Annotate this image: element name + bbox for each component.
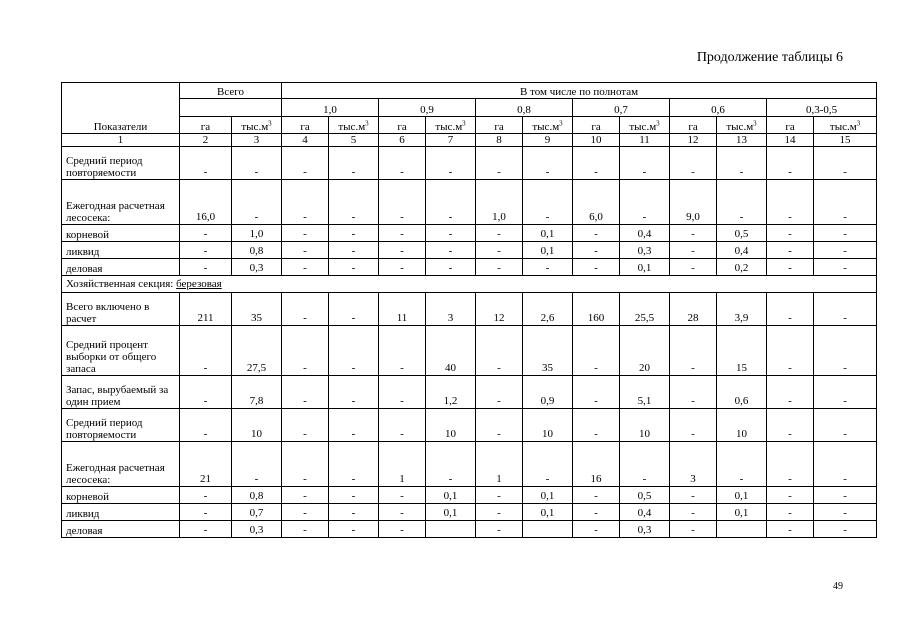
- table-cell: 0,5: [620, 487, 670, 504]
- table-cell: -: [329, 376, 379, 409]
- unit-ha: га: [180, 117, 232, 134]
- table-cell: -: [767, 487, 814, 504]
- table-cell: -: [476, 259, 523, 276]
- table-cell: -: [476, 504, 523, 521]
- row-label: корневой: [62, 487, 180, 504]
- table-cell: -: [329, 259, 379, 276]
- column-number: 3: [232, 134, 282, 147]
- row-label: Всего включено в расчет: [62, 293, 180, 326]
- table-cell: -: [180, 504, 232, 521]
- table-cell: -: [476, 376, 523, 409]
- table-cell: 3: [426, 293, 476, 326]
- table-cell: 0,3: [620, 242, 670, 259]
- unit-volume: [329, 117, 379, 134]
- unit-volume: [814, 117, 877, 134]
- table-cell: -: [767, 409, 814, 442]
- table-cell: 35: [232, 293, 282, 326]
- table-cell: -: [329, 442, 379, 487]
- row-label: Средний период повторяемости: [62, 147, 180, 180]
- table-cell: -: [329, 409, 379, 442]
- table-cell: 0,9: [523, 376, 573, 409]
- section-row: [62, 276, 877, 293]
- unit-volume-sup: 3: [856, 119, 861, 128]
- table-cell: 1: [476, 442, 523, 487]
- table-cell: [523, 521, 573, 538]
- table-row: [62, 225, 877, 242]
- table-cell: -: [670, 376, 717, 409]
- table-row: [62, 147, 877, 180]
- table-cell: -: [767, 376, 814, 409]
- table-cell: 0,1: [620, 259, 670, 276]
- table-cell: -: [329, 242, 379, 259]
- header-density: 1,0: [282, 99, 379, 117]
- unit-volume-label: тыс.м: [629, 121, 657, 133]
- section-title: [62, 276, 877, 293]
- table-cell: 3,9: [717, 293, 767, 326]
- unit-volume-sup: 3: [268, 119, 272, 128]
- table-cell: 16,0: [180, 180, 232, 225]
- table-cell: 0,4: [717, 242, 767, 259]
- header-indicators: Показатели: [62, 83, 180, 134]
- row-label: Ежегодная расчетная лесосека:: [62, 180, 180, 225]
- row-label: Запас, вырубаемый за один прием: [62, 376, 180, 409]
- table-cell: -: [767, 521, 814, 538]
- table-cell: -: [180, 242, 232, 259]
- table-cell: -: [329, 504, 379, 521]
- unit-ha: га: [573, 117, 620, 134]
- table-cell: -: [476, 487, 523, 504]
- table-cell: 6,0: [573, 180, 620, 225]
- table-cell: 0,1: [717, 504, 767, 521]
- table-cell: 2,6: [523, 293, 573, 326]
- table-cell: -: [232, 147, 282, 180]
- unit-volume-label: тыс.м: [726, 121, 754, 133]
- table-cell: -: [282, 504, 329, 521]
- table-cell: -: [426, 180, 476, 225]
- table-cell: 160: [573, 293, 620, 326]
- unit-ha: га: [282, 117, 329, 134]
- column-number: 10: [573, 134, 620, 147]
- table-cell: 0,8: [232, 487, 282, 504]
- table-cell: -: [670, 409, 717, 442]
- header-column-numbers: [62, 134, 877, 147]
- table-cell: -: [426, 442, 476, 487]
- table-cell: 10: [717, 409, 767, 442]
- table-cell: -: [379, 376, 426, 409]
- table-row: [62, 293, 877, 326]
- table-cell: -: [379, 504, 426, 521]
- table-cell: -: [379, 225, 426, 242]
- table-cell: -: [282, 376, 329, 409]
- table-cell: -: [620, 147, 670, 180]
- table-cell: -: [282, 225, 329, 242]
- table-row: [62, 376, 877, 409]
- unit-volume-sup: 3: [365, 119, 369, 128]
- table-cell: -: [180, 487, 232, 504]
- table-cell: -: [329, 326, 379, 376]
- row-label: деловая: [62, 259, 180, 276]
- unit-volume: [426, 117, 476, 134]
- unit-volume-sup: 3: [559, 119, 563, 128]
- table-cell: -: [282, 242, 329, 259]
- table-row: [62, 326, 877, 376]
- table-cell: 0,1: [426, 487, 476, 504]
- table-cell: -: [573, 487, 620, 504]
- header-density-row: [62, 99, 877, 117]
- table-cell: -: [379, 521, 426, 538]
- unit-volume-sup: 3: [753, 119, 757, 128]
- header-density: 0,3-0,5: [767, 99, 877, 117]
- table-cell: -: [426, 242, 476, 259]
- table-cell: 7,8: [232, 376, 282, 409]
- header-total: Всего: [180, 83, 282, 99]
- column-number: 6: [379, 134, 426, 147]
- table-row: [62, 180, 877, 225]
- table-cell: -: [282, 180, 329, 225]
- table-cell: 25,5: [620, 293, 670, 326]
- table-cell: -: [670, 487, 717, 504]
- table-cell: -: [767, 180, 814, 225]
- table-cell: -: [814, 326, 877, 376]
- table-cell: -: [767, 293, 814, 326]
- row-label: корневой: [62, 225, 180, 242]
- table-cell: 0,1: [523, 487, 573, 504]
- column-number: 4: [282, 134, 329, 147]
- table-cell: -: [379, 180, 426, 225]
- table-row: [62, 242, 877, 259]
- table-cell: -: [282, 293, 329, 326]
- table-cell: 0,1: [717, 487, 767, 504]
- table-cell: 1,0: [232, 225, 282, 242]
- table-cell: -: [573, 242, 620, 259]
- table-cell: 21: [180, 442, 232, 487]
- table-cell: -: [379, 259, 426, 276]
- table-cell: 10: [523, 409, 573, 442]
- table-cell: 40: [426, 326, 476, 376]
- row-label: ликвид: [62, 504, 180, 521]
- table-cell: -: [282, 409, 329, 442]
- table-cell: -: [767, 442, 814, 487]
- table-cell: 0,7: [232, 504, 282, 521]
- table-cell: 1: [379, 442, 426, 487]
- table-cell: -: [573, 504, 620, 521]
- row-label: деловая: [62, 521, 180, 538]
- table-cell: -: [767, 504, 814, 521]
- table-cell: -: [476, 225, 523, 242]
- unit-volume: [717, 117, 767, 134]
- table-cell: 28: [670, 293, 717, 326]
- table-cell: -: [180, 326, 232, 376]
- table-cell: -: [767, 225, 814, 242]
- table-row: [62, 504, 877, 521]
- row-label: Средний процент выборки от общего запаса: [62, 326, 180, 376]
- table-cell: -: [523, 442, 573, 487]
- table-cell: -: [620, 442, 670, 487]
- table-cell: -: [523, 259, 573, 276]
- table-cell: -: [282, 259, 329, 276]
- table-cell: 0,6: [717, 376, 767, 409]
- table-cell: 20: [620, 326, 670, 376]
- table-row: [62, 259, 877, 276]
- table-cell: 3: [670, 442, 717, 487]
- table-cell: 35: [523, 326, 573, 376]
- table-cell: 0,1: [426, 504, 476, 521]
- table-cell: 10: [426, 409, 476, 442]
- table-row: [62, 521, 877, 538]
- table-row: [62, 442, 877, 487]
- table-cell: 0,4: [620, 504, 670, 521]
- table-cell: [426, 521, 476, 538]
- column-number: 15: [814, 134, 877, 147]
- unit-volume-label: тыс.м: [338, 121, 366, 133]
- table-cell: -: [476, 409, 523, 442]
- table-cell: -: [476, 147, 523, 180]
- table-row: [62, 487, 877, 504]
- unit-volume: [523, 117, 573, 134]
- table-cell: -: [573, 409, 620, 442]
- table-cell: -: [620, 180, 670, 225]
- column-number: 7: [426, 134, 476, 147]
- header-density: 0,9: [379, 99, 476, 117]
- table-cell: -: [814, 504, 877, 521]
- table-cell: -: [426, 259, 476, 276]
- table-cell: -: [232, 180, 282, 225]
- table-cell: -: [379, 487, 426, 504]
- unit-ha: га: [476, 117, 523, 134]
- table-cell: -: [670, 242, 717, 259]
- table-cell: -: [573, 521, 620, 538]
- table-cell: 0,4: [620, 225, 670, 242]
- table-cell: -: [767, 147, 814, 180]
- table-cell: -: [767, 259, 814, 276]
- table-cell: -: [329, 180, 379, 225]
- table-cell: -: [814, 293, 877, 326]
- table-cell: 1,2: [426, 376, 476, 409]
- table-cell: 15: [717, 326, 767, 376]
- unit-volume-label: тыс.м: [829, 121, 857, 133]
- table-cell: -: [426, 147, 476, 180]
- table-cell: -: [282, 442, 329, 487]
- header-units-row: [62, 117, 877, 134]
- data-table: [61, 82, 877, 538]
- table-cell: -: [476, 242, 523, 259]
- table-cell: -: [814, 225, 877, 242]
- table-cell: 9,0: [670, 180, 717, 225]
- table-cell: -: [282, 521, 329, 538]
- column-number: 12: [670, 134, 717, 147]
- table-row: [62, 409, 877, 442]
- table-cell: -: [379, 326, 426, 376]
- table-cell: -: [814, 487, 877, 504]
- table-cell: -: [180, 521, 232, 538]
- table-cell: -: [180, 147, 232, 180]
- column-number: 5: [329, 134, 379, 147]
- table-cell: -: [232, 442, 282, 487]
- column-number: 1: [62, 134, 180, 147]
- table-cell: -: [814, 376, 877, 409]
- table-cell: -: [670, 521, 717, 538]
- table-cell: -: [573, 326, 620, 376]
- table-cell: -: [573, 147, 620, 180]
- header-density: 0,7: [573, 99, 670, 117]
- table-cell: 0,5: [717, 225, 767, 242]
- table-cell: 10: [620, 409, 670, 442]
- column-number: 2: [180, 134, 232, 147]
- table-caption: Продолжение таблицы 6: [696, 50, 843, 65]
- table-cell: 0,8: [232, 242, 282, 259]
- table-cell: -: [329, 487, 379, 504]
- table-cell: -: [670, 504, 717, 521]
- table-cell: -: [379, 242, 426, 259]
- table-cell: -: [814, 442, 877, 487]
- section-prefix: Хозяйственная секция:: [66, 278, 177, 290]
- table-cell: 0,1: [523, 504, 573, 521]
- row-label: Ежегодная расчетная лесосека:: [62, 442, 180, 487]
- table-cell: -: [180, 376, 232, 409]
- unit-volume: [620, 117, 670, 134]
- table-cell: 0,3: [620, 521, 670, 538]
- table-cell: -: [282, 326, 329, 376]
- section-name: березовая: [176, 278, 222, 290]
- table-cell: -: [523, 147, 573, 180]
- table-cell: -: [523, 180, 573, 225]
- table-cell: -: [282, 487, 329, 504]
- table-cell: -: [717, 147, 767, 180]
- table-cell: 0,2: [717, 259, 767, 276]
- column-number: 11: [620, 134, 670, 147]
- table-cell: -: [180, 409, 232, 442]
- table-cell: 16: [573, 442, 620, 487]
- page-number: 49: [833, 581, 843, 592]
- table-cell: -: [670, 326, 717, 376]
- table-cell: -: [814, 409, 877, 442]
- header-density: 0,6: [670, 99, 767, 117]
- unit-volume-label: тыс.м: [532, 121, 560, 133]
- table-cell: 0,3: [232, 521, 282, 538]
- table-cell: -: [476, 521, 523, 538]
- table-cell: -: [329, 293, 379, 326]
- table-cell: -: [814, 259, 877, 276]
- table-body: [62, 147, 877, 538]
- column-number: 13: [717, 134, 767, 147]
- table-cell: -: [180, 259, 232, 276]
- unit-volume: [232, 117, 282, 134]
- table-cell: -: [379, 409, 426, 442]
- table-cell: -: [717, 442, 767, 487]
- table-cell: [717, 521, 767, 538]
- table-cell: 11: [379, 293, 426, 326]
- unit-volume-label: тыс.м: [241, 121, 269, 133]
- table-cell: 0,1: [523, 225, 573, 242]
- table-cell: -: [282, 147, 329, 180]
- column-number: 9: [523, 134, 573, 147]
- header-by-density: В том числе по полнотам: [282, 83, 877, 99]
- table-cell: 1,0: [476, 180, 523, 225]
- table-cell: -: [180, 225, 232, 242]
- table-cell: -: [717, 180, 767, 225]
- table-cell: 5,1: [620, 376, 670, 409]
- header-total-spacer: [180, 99, 282, 117]
- table-cell: 211: [180, 293, 232, 326]
- table-cell: -: [329, 521, 379, 538]
- table-cell: -: [573, 376, 620, 409]
- table-cell: -: [814, 180, 877, 225]
- column-number: 8: [476, 134, 523, 147]
- unit-volume-sup: 3: [656, 119, 660, 128]
- row-label: ликвид: [62, 242, 180, 259]
- table-cell: 10: [232, 409, 282, 442]
- table-cell: -: [379, 147, 426, 180]
- column-number: 14: [767, 134, 814, 147]
- table-cell: -: [329, 225, 379, 242]
- table-cell: -: [329, 147, 379, 180]
- table-cell: -: [670, 259, 717, 276]
- table-cell: -: [573, 225, 620, 242]
- header-density: 0,8: [476, 99, 573, 117]
- table-cell: -: [573, 259, 620, 276]
- table-cell: 12: [476, 293, 523, 326]
- unit-ha: га: [379, 117, 426, 134]
- unit-ha: га: [670, 117, 717, 134]
- table-cell: -: [814, 147, 877, 180]
- table-cell: -: [476, 326, 523, 376]
- table-cell: -: [670, 225, 717, 242]
- table-cell: 0,3: [232, 259, 282, 276]
- table-cell: -: [670, 147, 717, 180]
- table-cell: 0,1: [523, 242, 573, 259]
- unit-volume-sup: 3: [462, 119, 466, 128]
- table-cell: -: [767, 242, 814, 259]
- table-cell: -: [814, 242, 877, 259]
- table-cell: 27,5: [232, 326, 282, 376]
- unit-ha: га: [767, 117, 814, 134]
- row-label: Средний период повторяемости: [62, 409, 180, 442]
- table-cell: -: [426, 225, 476, 242]
- unit-volume-label: тыс.м: [435, 121, 463, 133]
- table-cell: -: [814, 521, 877, 538]
- table-cell: -: [767, 326, 814, 376]
